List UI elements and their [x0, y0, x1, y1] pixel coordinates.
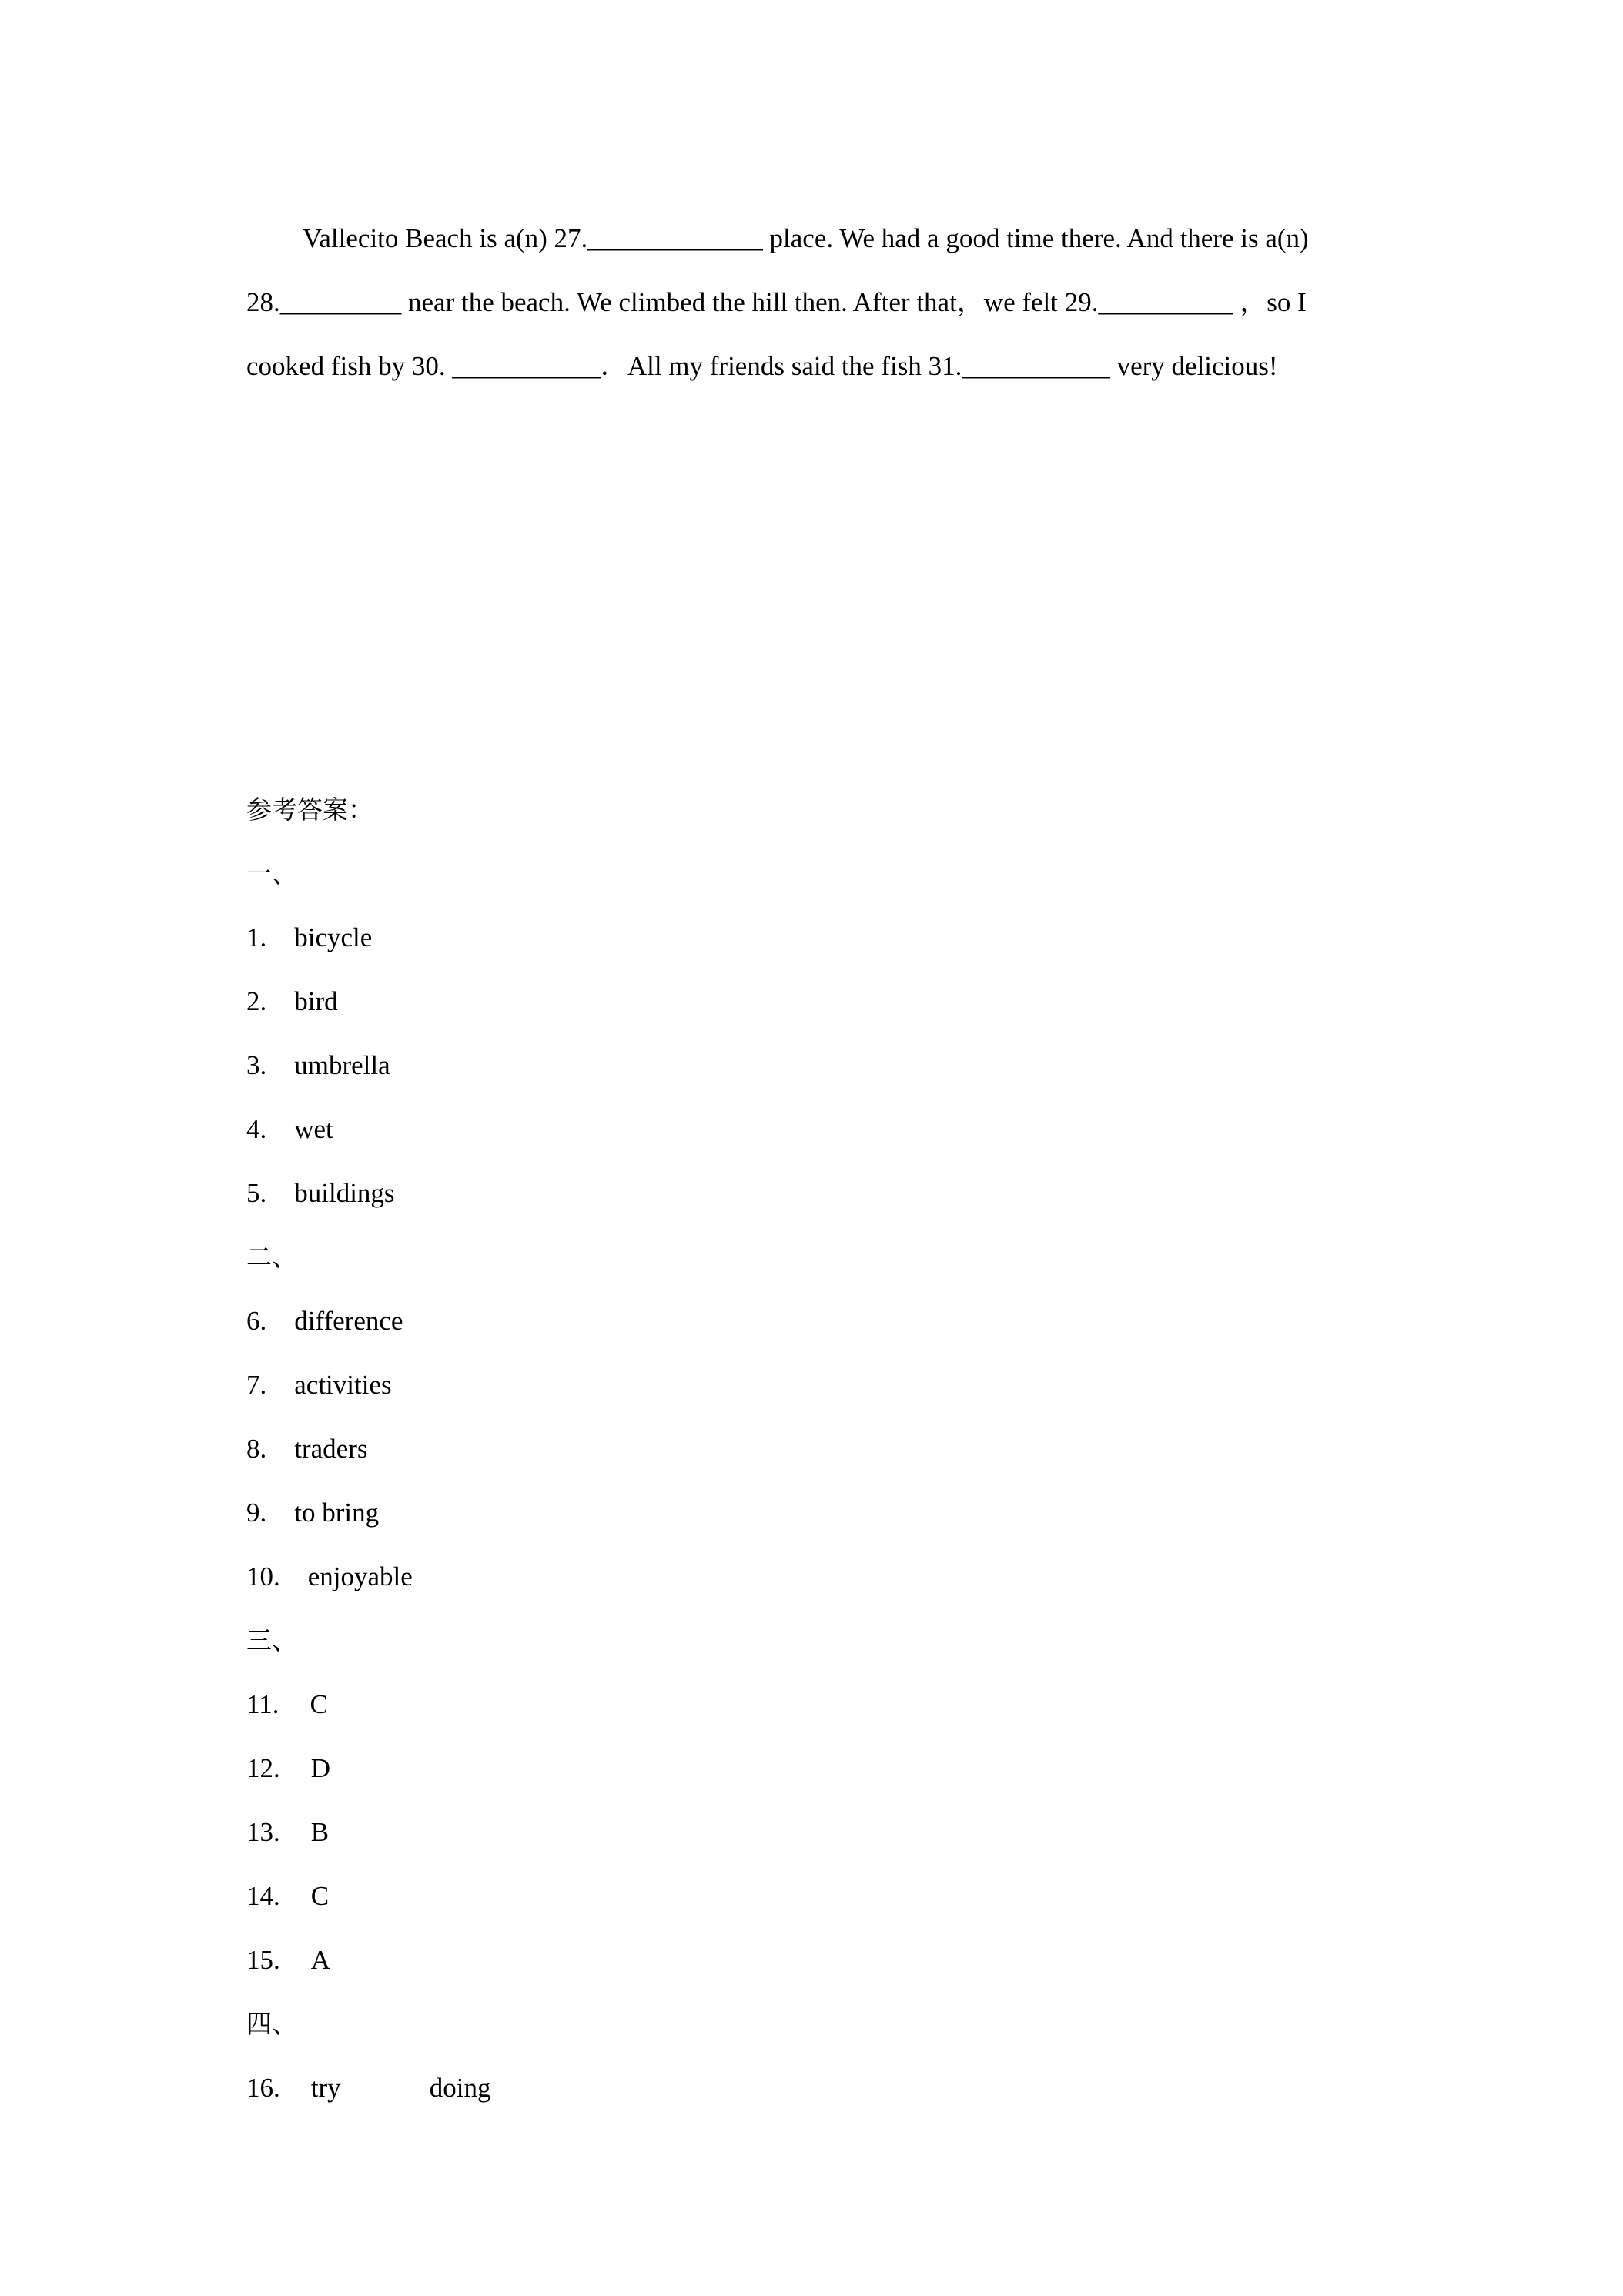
answer-number: 7. — [246, 1370, 267, 1400]
answer-text: wet — [294, 1114, 333, 1144]
answer-item — [246, 1928, 490, 1992]
answer-key — [246, 778, 490, 2120]
answer-text: traders — [294, 1434, 368, 1464]
answer-text: enjoyable — [307, 1561, 413, 1591]
answer-item — [246, 969, 490, 1033]
answer-number: 15. — [246, 1945, 280, 1975]
answer-item — [246, 1545, 490, 1608]
answer-number: 9. — [246, 1498, 267, 1528]
answer-item — [246, 1161, 490, 1225]
answer-text: bird — [294, 986, 338, 1016]
answer-number: 2. — [246, 986, 267, 1016]
answer-number: 11. — [246, 1689, 279, 1719]
answer-text-2: doing — [429, 2073, 491, 2103]
answer-text: try — [310, 2073, 341, 2103]
answer-text: C — [310, 1689, 328, 1719]
answer-item — [246, 1289, 490, 1353]
answer-text: B — [310, 1817, 330, 1847]
answer-number: 8. — [246, 1434, 267, 1464]
passage-line-3: cooked fish by 30. ___________．All my friends said the fish 31.___________ very delicious! — [246, 351, 1278, 381]
passage-paragraph — [246, 206, 1386, 398]
passage-line-1: Vallecito Beach is a(n) 27._____________ place. We had a good time there. And there is a(n) — [303, 223, 1309, 253]
answer-item — [246, 1481, 490, 1545]
section-label-4: 四、 — [246, 2009, 297, 2039]
section-label-2: 二、 — [246, 1242, 297, 1272]
section-label-1: 一、 — [246, 858, 297, 889]
answer-item — [246, 1417, 490, 1481]
answer-text: A — [310, 1945, 331, 1975]
answer-text: D — [310, 1753, 331, 1783]
answer-number: 14. — [246, 1881, 280, 1911]
answer-item — [246, 905, 490, 969]
answer-number: 13. — [246, 1817, 280, 1847]
answer-text: activities — [294, 1370, 392, 1400]
answer-text: to bring — [294, 1498, 380, 1528]
answer-item — [246, 1800, 490, 1864]
answer-item — [246, 1672, 490, 1736]
answer-number: 10. — [246, 1561, 280, 1591]
answer-item — [246, 2056, 490, 2120]
section-label-3: 三、 — [246, 1625, 297, 1655]
answer-text: buildings — [294, 1178, 395, 1208]
answer-text: bicycle — [294, 922, 373, 952]
answer-number: 12. — [246, 1753, 280, 1783]
answer-item — [246, 1736, 490, 1800]
answer-number: 6. — [246, 1306, 267, 1336]
answer-item — [246, 1353, 490, 1417]
answer-text: umbrella — [294, 1050, 390, 1080]
answer-number: 3. — [246, 1050, 267, 1080]
answer-item — [246, 1033, 490, 1097]
answer-number: 1. — [246, 922, 267, 952]
answer-number: 4. — [246, 1114, 267, 1144]
answer-number: 16. — [246, 2073, 280, 2103]
answer-text: difference — [294, 1306, 403, 1336]
answer-item — [246, 1097, 490, 1161]
answer-key-heading: 参考答案： — [246, 795, 373, 825]
answer-number: 5. — [246, 1178, 267, 1208]
answer-item — [246, 1864, 490, 1928]
passage-line-2: 28._________ near the beach. We climbed the hill then. After that，we felt 29.__________ ，so I — [246, 287, 1307, 317]
answer-text: C — [310, 1881, 330, 1911]
